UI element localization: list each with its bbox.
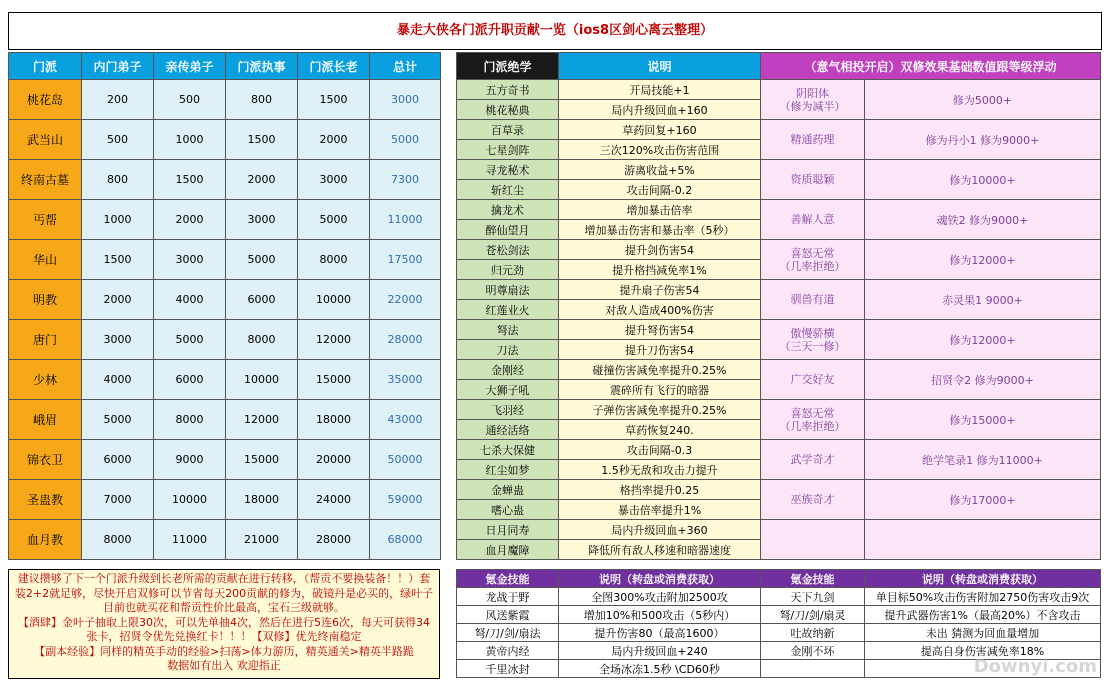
partner-row bbox=[761, 480, 1101, 520]
partner-row bbox=[761, 520, 1101, 560]
skill-desc-cell: 对敌人造成400%伤害 bbox=[559, 300, 761, 320]
contribution-cell: 7000 bbox=[82, 480, 154, 520]
paid-skill-name-cell: 黄帝内经 bbox=[457, 642, 559, 660]
sect-header-row bbox=[9, 53, 441, 80]
partner-effect-cell: 修为丹小1 修为9000+ bbox=[865, 120, 1101, 160]
skill-desc-cell: 局内升级回血+160 bbox=[559, 100, 761, 120]
paid-row bbox=[457, 624, 1101, 642]
contribution-cell: 3000 bbox=[82, 320, 154, 360]
sect-contribution-table bbox=[8, 52, 441, 560]
contribution-cell: 10000 bbox=[154, 480, 226, 520]
sect-name-cell: 华山 bbox=[9, 240, 82, 280]
skill-row bbox=[457, 260, 761, 280]
sect-name-cell: 明教 bbox=[9, 280, 82, 320]
skill-row bbox=[457, 520, 761, 540]
partner-row bbox=[761, 280, 1101, 320]
skill-row bbox=[457, 300, 761, 320]
sect-name-cell: 少林 bbox=[9, 360, 82, 400]
watermark: Downyi.com bbox=[973, 656, 1097, 677]
contribution-cell: 200 bbox=[82, 80, 154, 120]
sect-header-cell: 亲传弟子 bbox=[154, 53, 226, 80]
skill-desc-cell: 震碎所有飞行的暗器 bbox=[559, 380, 761, 400]
contribution-cell: 8000 bbox=[226, 320, 298, 360]
skill-desc-cell: 开局技能+1 bbox=[559, 80, 761, 100]
skill-desc-cell: 1.5秒无敌和攻击力提升 bbox=[559, 460, 761, 480]
skill-name-cell: 金蝉蛊 bbox=[457, 480, 559, 500]
paid-skill-name-cell: 弩/刀/剑/扇灵 bbox=[761, 606, 865, 624]
sect-row bbox=[9, 120, 441, 160]
sect-name-cell: 武当山 bbox=[9, 120, 82, 160]
partner-row bbox=[761, 360, 1101, 400]
skill-desc-cell: 攻击间隔-0.2 bbox=[559, 180, 761, 200]
total-cell: 68000 bbox=[370, 520, 441, 560]
partner-row bbox=[761, 400, 1101, 440]
note-line: 建议攒够了下一个门派升级到长老所需的贡献在进行转移，（帮贡不要换装备！！）套装2+2就足够，尽快开启双修可以节省每天200贡献的修为，破镜丹是必买的，绿叶子目前也就买花和帮贡性价比最高，宝石三级就够。 bbox=[14, 572, 434, 614]
sect-name-cell: 锦衣卫 bbox=[9, 440, 82, 480]
sheet-title: 暴走大侠各门派升职贡献一览（ios8区剑心离云整理） bbox=[8, 12, 1102, 50]
paid-skill-desc-cell: 提升武器伤害1%（最高20%）不含攻击 bbox=[865, 606, 1101, 624]
contribution-cell: 2000 bbox=[226, 160, 298, 200]
skill-row bbox=[457, 180, 761, 200]
paid-skill-name-cell bbox=[761, 660, 865, 678]
skill-name-cell: 大狮子吼 bbox=[457, 380, 559, 400]
total-cell: 59000 bbox=[370, 480, 441, 520]
paid-skill-desc-cell: 全场冰冻1.5秒 \CD60秒 bbox=[559, 660, 761, 678]
contribution-cell: 1000 bbox=[154, 120, 226, 160]
paid-skill-name-cell: 千里冰封 bbox=[457, 660, 559, 678]
contribution-cell: 10000 bbox=[226, 360, 298, 400]
total-cell: 5000 bbox=[370, 120, 441, 160]
paid-skill-desc-cell: 局内升级回血+240 bbox=[559, 642, 761, 660]
partner-name-cell bbox=[761, 520, 865, 560]
paid-skill-name-cell: 吐故纳新 bbox=[761, 624, 865, 642]
contribution-cell: 20000 bbox=[298, 440, 370, 480]
paid-skill-desc-cell: 全图300%攻击附加2500攻 bbox=[559, 588, 761, 606]
skill-row bbox=[457, 120, 761, 140]
contribution-cell: 6000 bbox=[154, 360, 226, 400]
skill-header-cell: 说明 bbox=[559, 53, 761, 80]
skill-name-cell: 红莲业火 bbox=[457, 300, 559, 320]
partner-effect-cell: 招贤令2 修为9000+ bbox=[865, 360, 1101, 400]
contribution-cell: 9000 bbox=[154, 440, 226, 480]
partner-name-cell: 驯兽有道 bbox=[761, 280, 865, 320]
partner-name-cell: 喜怒无常 （几率拒绝） bbox=[761, 400, 865, 440]
contribution-cell: 2000 bbox=[298, 120, 370, 160]
skill-row bbox=[457, 380, 761, 400]
partner-name-cell: 巫族奇才 bbox=[761, 480, 865, 520]
contribution-cell: 8000 bbox=[154, 400, 226, 440]
paid-skill-name-cell: 天下九剑 bbox=[761, 588, 865, 606]
contribution-cell: 24000 bbox=[298, 480, 370, 520]
skill-row bbox=[457, 480, 761, 500]
skill-row bbox=[457, 220, 761, 240]
total-cell: 35000 bbox=[370, 360, 441, 400]
skill-header-row bbox=[457, 53, 761, 80]
contribution-cell: 5000 bbox=[226, 240, 298, 280]
partner-effect-cell: 修为10000+ bbox=[865, 160, 1101, 200]
contribution-cell: 800 bbox=[226, 80, 298, 120]
contribution-cell: 4000 bbox=[82, 360, 154, 400]
contribution-cell: 6000 bbox=[82, 440, 154, 480]
sect-name-cell: 血月教 bbox=[9, 520, 82, 560]
sect-row bbox=[9, 520, 441, 560]
contribution-cell: 12000 bbox=[298, 320, 370, 360]
skill-desc-cell: 攻击间隔-0.3 bbox=[559, 440, 761, 460]
paid-skill-desc-cell: 未出 猜测为回血量增加 bbox=[865, 624, 1101, 642]
skill-desc-cell: 草药恢复240. bbox=[559, 420, 761, 440]
total-cell: 11000 bbox=[370, 200, 441, 240]
note-line: 【酒肆】金叶子抽取上限30次，可以先单抽4次，然后在进行5连6次，每天可获得34张卡，招贤令优先兑换红卡！！！【双修】优先终南稳定 bbox=[18, 615, 430, 643]
skill-desc-cell: 提升刀伤害54 bbox=[559, 340, 761, 360]
paid-skill-desc-cell: 提升伤害80（最高1600） bbox=[559, 624, 761, 642]
sect-row bbox=[9, 80, 441, 120]
sect-header-cell: 内门弟子 bbox=[82, 53, 154, 80]
partner-header-cell: （意气相投开启）双修效果基础数值跟等级浮动 bbox=[761, 53, 1101, 80]
skill-row bbox=[457, 240, 761, 260]
skill-name-cell: 嗜心蛊 bbox=[457, 500, 559, 520]
skill-desc-cell: 格挡率提升0.25 bbox=[559, 480, 761, 500]
total-cell: 50000 bbox=[370, 440, 441, 480]
paid-skill-desc-cell: 提高自身伤害减免率18% bbox=[865, 642, 1101, 660]
sect-name-cell: 峨眉 bbox=[9, 400, 82, 440]
sect-row bbox=[9, 400, 441, 440]
skill-name-cell: 飞羽经 bbox=[457, 400, 559, 420]
note-line: 数据如有出入 欢迎指正 bbox=[167, 659, 281, 672]
partner-name-cell: 善解人意 bbox=[761, 200, 865, 240]
partner-effect-cell: 赤灵果1 9000+ bbox=[865, 280, 1101, 320]
contribution-cell: 28000 bbox=[298, 520, 370, 560]
skill-row bbox=[457, 400, 761, 420]
sect-row bbox=[9, 280, 441, 320]
sect-row bbox=[9, 360, 441, 400]
paid-row bbox=[457, 588, 1101, 606]
skill-name-cell: 七杀大保健 bbox=[457, 440, 559, 460]
skill-name-cell: 寻龙秘术 bbox=[457, 160, 559, 180]
total-cell: 43000 bbox=[370, 400, 441, 440]
skill-row bbox=[457, 440, 761, 460]
skill-desc-cell: 提升剑伤害54 bbox=[559, 240, 761, 260]
partner-effect-cell: 修为15000+ bbox=[865, 400, 1101, 440]
sect-header-cell: 门派长老 bbox=[298, 53, 370, 80]
skill-name-cell: 弩法 bbox=[457, 320, 559, 340]
paid-header-cell: 说明（转盘或消费获取） bbox=[559, 570, 761, 588]
notes-box bbox=[8, 569, 440, 679]
sect-header-cell: 总计 bbox=[370, 53, 441, 80]
contribution-cell: 10000 bbox=[298, 280, 370, 320]
skill-name-cell: 七星剑阵 bbox=[457, 140, 559, 160]
sect-name-cell: 终南古墓 bbox=[9, 160, 82, 200]
total-cell: 3000 bbox=[370, 80, 441, 120]
skill-row bbox=[457, 320, 761, 340]
skill-desc-cell: 暴击倍率提升1% bbox=[559, 500, 761, 520]
partner-header-row bbox=[761, 53, 1101, 80]
partner-effect-cell: 魂铁2 修为9000+ bbox=[865, 200, 1101, 240]
partner-effect-cell: 修为17000+ bbox=[865, 480, 1101, 520]
contribution-cell: 21000 bbox=[226, 520, 298, 560]
skill-row bbox=[457, 360, 761, 380]
sect-row bbox=[9, 440, 441, 480]
sect-skill-table bbox=[456, 52, 761, 560]
partner-name-cell: 喜怒无常 （几率拒绝） bbox=[761, 240, 865, 280]
skill-name-cell: 苍松剑法 bbox=[457, 240, 559, 260]
skill-desc-cell: 降低所有敌人移速和暗器速度 bbox=[559, 540, 761, 560]
sect-row bbox=[9, 160, 441, 200]
paid-skill-name-cell: 弩/刀/剑/扇法 bbox=[457, 624, 559, 642]
sect-row bbox=[9, 320, 441, 360]
partner-name-cell: 资质聪颖 bbox=[761, 160, 865, 200]
skill-desc-cell: 局内升级回血+360 bbox=[559, 520, 761, 540]
contribution-cell: 3000 bbox=[154, 240, 226, 280]
skill-desc-cell: 提升格挡减免率1% bbox=[559, 260, 761, 280]
skill-row bbox=[457, 500, 761, 520]
partner-row bbox=[761, 200, 1101, 240]
contribution-cell: 1500 bbox=[298, 80, 370, 120]
partner-effect-cell: 修为12000+ bbox=[865, 240, 1101, 280]
partner-row bbox=[761, 160, 1101, 200]
paid-header-row bbox=[457, 570, 1101, 588]
paid-skill-name-cell: 金刚不坏 bbox=[761, 642, 865, 660]
skill-name-cell: 醉仙望月 bbox=[457, 220, 559, 240]
partner-effect-cell: 绝学笔录1 修为11000+ bbox=[865, 440, 1101, 480]
skill-name-cell: 斩红尘 bbox=[457, 180, 559, 200]
contribution-cell: 800 bbox=[82, 160, 154, 200]
sect-name-cell: 桃花岛 bbox=[9, 80, 82, 120]
skill-name-cell: 血月魔障 bbox=[457, 540, 559, 560]
skill-name-cell: 通经活络 bbox=[457, 420, 559, 440]
skill-name-cell: 擒龙术 bbox=[457, 200, 559, 220]
partner-row bbox=[761, 80, 1101, 120]
partner-row bbox=[761, 240, 1101, 280]
skill-name-cell: 刀法 bbox=[457, 340, 559, 360]
total-cell: 17500 bbox=[370, 240, 441, 280]
sect-row bbox=[9, 240, 441, 280]
sect-header-cell: 门派执事 bbox=[226, 53, 298, 80]
contribution-cell: 1500 bbox=[154, 160, 226, 200]
skill-row bbox=[457, 340, 761, 360]
contribution-cell: 15000 bbox=[298, 360, 370, 400]
paid-skill-name-cell: 风送紫霞 bbox=[457, 606, 559, 624]
partner-row bbox=[761, 120, 1101, 160]
skill-desc-cell: 增加暴击伤害和暴击率（5秒） bbox=[559, 220, 761, 240]
note-line: 【副本经验】同样的精英手动的经验>扫荡>体力游历，精英通关>精英半路跪 bbox=[34, 644, 414, 658]
partner-effect-cell: 修为12000+ bbox=[865, 320, 1101, 360]
skill-name-cell: 归元劲 bbox=[457, 260, 559, 280]
total-cell: 28000 bbox=[370, 320, 441, 360]
skill-name-cell: 五方奇书 bbox=[457, 80, 559, 100]
skill-name-cell: 桃花秘典 bbox=[457, 100, 559, 120]
skill-row bbox=[457, 100, 761, 120]
contribution-cell: 15000 bbox=[226, 440, 298, 480]
sect-name-cell: 唐门 bbox=[9, 320, 82, 360]
contribution-cell: 1500 bbox=[82, 240, 154, 280]
partner-name-cell: 武学奇才 bbox=[761, 440, 865, 480]
sect-name-cell: 圣蛊教 bbox=[9, 480, 82, 520]
skill-header-cell: 门派绝学 bbox=[457, 53, 559, 80]
partner-name-cell: 阴阳体 （修为减半） bbox=[761, 80, 865, 120]
skill-desc-cell: 三次120%攻击伤害范围 bbox=[559, 140, 761, 160]
skill-desc-cell: 碰撞伤害减免率提升0.25% bbox=[559, 360, 761, 380]
paid-header-cell: 氪金技能 bbox=[761, 570, 865, 588]
paid-skill-desc-cell: 增加10%和500攻击（5秒内） bbox=[559, 606, 761, 624]
skill-desc-cell: 增加暴击倍率 bbox=[559, 200, 761, 220]
contribution-cell: 500 bbox=[154, 80, 226, 120]
skill-row bbox=[457, 420, 761, 440]
skill-row bbox=[457, 200, 761, 220]
skill-row bbox=[457, 160, 761, 180]
sect-name-cell: 丐帮 bbox=[9, 200, 82, 240]
skill-row bbox=[457, 80, 761, 100]
skill-row bbox=[457, 460, 761, 480]
sect-header-cell: 门派 bbox=[9, 53, 82, 80]
contribution-cell: 4000 bbox=[154, 280, 226, 320]
paid-header-cell: 说明（转盘或消费获取） bbox=[865, 570, 1101, 588]
contribution-cell: 3000 bbox=[226, 200, 298, 240]
skill-name-cell: 红尘如梦 bbox=[457, 460, 559, 480]
skill-desc-cell: 子弹伤害减免率提升0.25% bbox=[559, 400, 761, 420]
partner-row bbox=[761, 320, 1101, 360]
partner-effect-cell: 修为5000+ bbox=[865, 80, 1101, 120]
contribution-cell: 8000 bbox=[82, 520, 154, 560]
partner-effect-cell bbox=[865, 520, 1101, 560]
contribution-cell: 2000 bbox=[154, 200, 226, 240]
skill-name-cell: 日月同寿 bbox=[457, 520, 559, 540]
contribution-cell: 18000 bbox=[226, 480, 298, 520]
contribution-cell: 1000 bbox=[82, 200, 154, 240]
skill-desc-cell: 游离收益+5% bbox=[559, 160, 761, 180]
paid-skill-name-cell: 龙战于野 bbox=[457, 588, 559, 606]
contribution-cell: 1500 bbox=[226, 120, 298, 160]
skill-row bbox=[457, 140, 761, 160]
skill-name-cell: 明尊扇法 bbox=[457, 280, 559, 300]
contribution-cell: 5000 bbox=[298, 200, 370, 240]
partner-name-cell: 精通药理 bbox=[761, 120, 865, 160]
partner-row bbox=[761, 440, 1101, 480]
contribution-cell: 5000 bbox=[82, 400, 154, 440]
skill-desc-cell: 草药回复+160 bbox=[559, 120, 761, 140]
skill-name-cell: 金刚经 bbox=[457, 360, 559, 380]
contribution-cell: 11000 bbox=[154, 520, 226, 560]
dual-cultivation-table bbox=[760, 52, 1101, 560]
paid-row bbox=[457, 606, 1101, 624]
contribution-cell: 5000 bbox=[154, 320, 226, 360]
contribution-cell: 2000 bbox=[82, 280, 154, 320]
contribution-cell: 6000 bbox=[226, 280, 298, 320]
contribution-cell: 3000 bbox=[298, 160, 370, 200]
skill-row bbox=[457, 540, 761, 560]
skill-name-cell: 百草录 bbox=[457, 120, 559, 140]
total-cell: 7300 bbox=[370, 160, 441, 200]
contribution-cell: 12000 bbox=[226, 400, 298, 440]
contribution-cell: 8000 bbox=[298, 240, 370, 280]
paid-header-cell: 氪金技能 bbox=[457, 570, 559, 588]
partner-name-cell: 广交好友 bbox=[761, 360, 865, 400]
sect-row bbox=[9, 480, 441, 520]
partner-name-cell: 傲慢骄横 （三天一修） bbox=[761, 320, 865, 360]
contribution-cell: 18000 bbox=[298, 400, 370, 440]
paid-skill-desc-cell: 单目标50%攻击伤害附加2750伤害攻击9次 bbox=[865, 588, 1101, 606]
contribution-cell: 500 bbox=[82, 120, 154, 160]
total-cell: 22000 bbox=[370, 280, 441, 320]
skill-desc-cell: 提升扇子伤害54 bbox=[559, 280, 761, 300]
skill-desc-cell: 提升弩伤害54 bbox=[559, 320, 761, 340]
skill-row bbox=[457, 280, 761, 300]
sect-row bbox=[9, 200, 441, 240]
